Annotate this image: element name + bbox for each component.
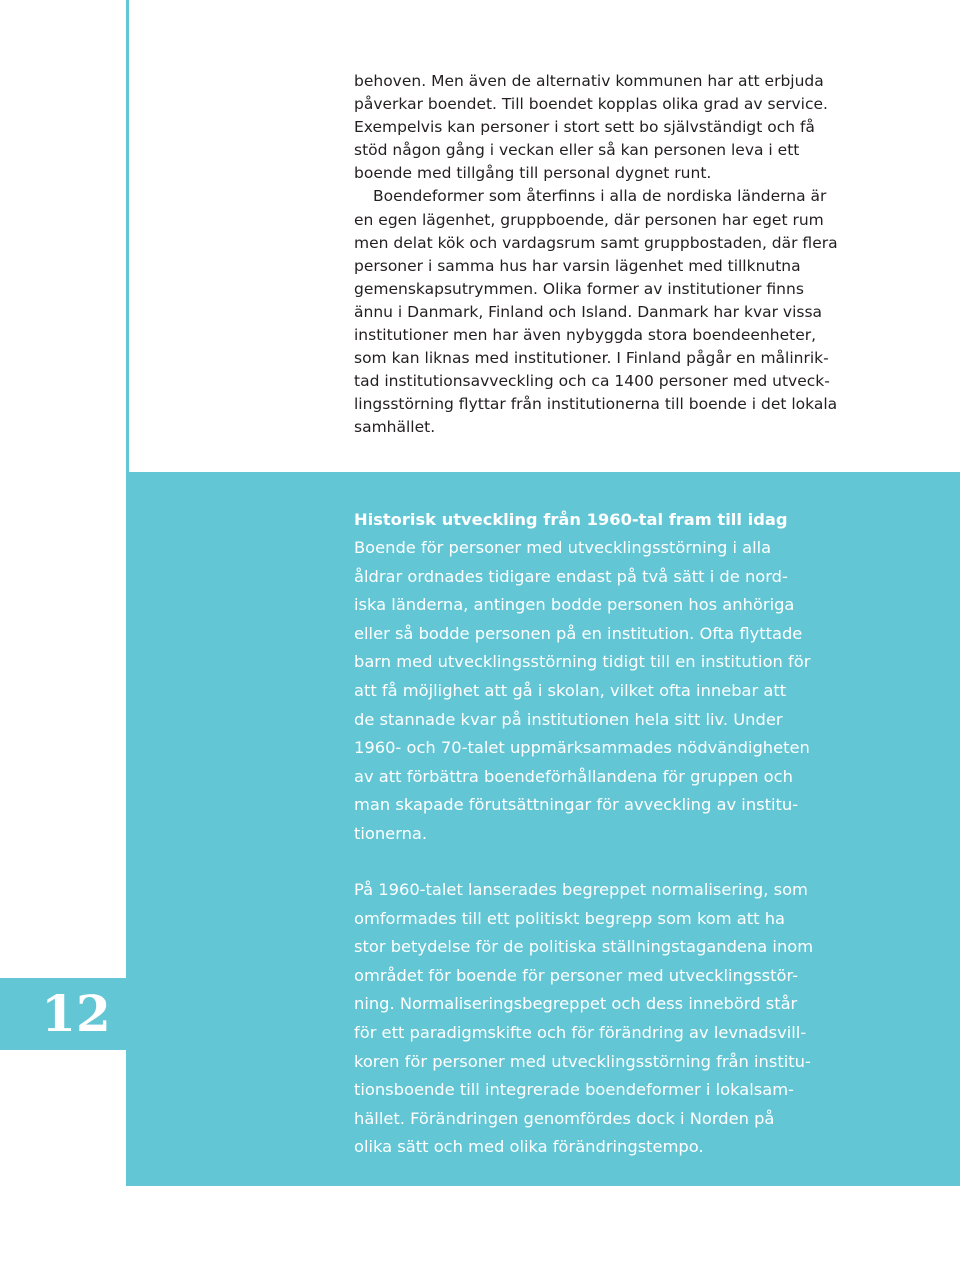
fact-box-paragraph-1 bbox=[354, 534, 874, 849]
text-line: institutioner men har även nybyggda stora boendeenheter, bbox=[354, 326, 817, 345]
text-line: av att förbättra boendeförhållandena för gruppen och bbox=[354, 766, 793, 786]
text-line: tad institutionsavveckling och ca 1400 personer med utveck- bbox=[354, 372, 830, 391]
text-line: som kan liknas med institutioner. I Finland pågår en målinrik- bbox=[354, 349, 829, 368]
text-line: men delat kök och vardagsrum samt gruppbostaden, där flera bbox=[354, 233, 838, 252]
text-line: ning. Normaliseringsbegreppet och dess innebörd står bbox=[354, 994, 798, 1014]
fact-box-heading: Historisk utveckling från 1960-tal fram till idag bbox=[354, 510, 788, 529]
text-line: barn med utvecklingsstörning tidigt till en institution för bbox=[354, 652, 811, 672]
text-line: stor betydelse för de politiska ställningstagandena inom bbox=[354, 937, 814, 957]
page-number: 12 bbox=[41, 984, 111, 1043]
text-line: koren för personer med utvecklingsstörning från institu- bbox=[354, 1051, 811, 1071]
text-line: På 1960-talet lanserades begreppet normalisering, som bbox=[354, 880, 808, 899]
text-line: samhället. bbox=[354, 418, 436, 437]
text-line: eller så bodde personen på en institution. Ofta flyttade bbox=[354, 623, 803, 643]
text-line: de stannade kvar på institutionen hela sitt liv. Under bbox=[354, 709, 783, 729]
text-line: boende med tillgång till personal dygnet runt. bbox=[354, 164, 712, 183]
fact-box-paragraph-2 bbox=[354, 876, 874, 1162]
text-line: iska länderna, antingen bodde personen hos anhöriga bbox=[354, 595, 795, 615]
text-line: tionsboende till integrerade boendeformer i lokalsam- bbox=[354, 1080, 794, 1100]
text-line: ännu i Danmark, Finland och Island. Danmark har kvar vissa bbox=[354, 302, 823, 321]
text-line: området för boende för personer med utvecklingsstör- bbox=[354, 965, 799, 985]
text-line: Boendeformer som återfinns i alla de nordiska länderna är bbox=[373, 187, 827, 206]
text-line: 1960- och 70-talet uppmärksammades nödvändigheten bbox=[354, 738, 810, 758]
text-line: Exempelvis kan personer i stort sett bo självständigt och få bbox=[354, 118, 815, 137]
text-line: gemenskapsutrymmen. Olika former av institutioner finns bbox=[354, 279, 804, 298]
paragraph-1 bbox=[354, 70, 874, 185]
main-text bbox=[354, 70, 874, 440]
text-line: påverkar boendet. Till boendet kopplas olika grad av service. bbox=[354, 95, 828, 114]
text-line: hället. Förändringen genomfördes dock i Norden på bbox=[354, 1108, 775, 1128]
text-line: för ett paradigmskifte och för förändring av levnadsvill- bbox=[354, 1022, 807, 1042]
text-line: olika sätt och med olika förändringstempo. bbox=[354, 1137, 704, 1157]
text-line: behoven. Men även de alternativ kommunen har att erbjuda bbox=[354, 72, 824, 90]
text-line: man skapade förutsättningar för avveckling av institu- bbox=[354, 795, 799, 815]
text-line: personer i samma hus har varsin lägenhet med tillknutna bbox=[354, 256, 801, 275]
text-line: stöd någon gång i veckan eller så kan personen leva i ett bbox=[354, 141, 800, 160]
margin-rule bbox=[126, 0, 129, 472]
text-line: att få möjlighet att gå i skolan, vilket ofta innebar att bbox=[354, 680, 787, 700]
paragraph-2 bbox=[354, 185, 874, 439]
text-line: Boende för personer med utvecklingsstörning i alla bbox=[354, 538, 772, 557]
text-line: lingsstörning flyttar från institutionerna till boende i det lokala bbox=[354, 395, 838, 414]
text-line: tionerna. bbox=[354, 823, 428, 843]
text-line: en egen lägenhet, gruppboende, där personen har eget rum bbox=[354, 210, 824, 229]
text-line: åldrar ordnades tidigare endast på två sätt i de nord- bbox=[354, 566, 788, 586]
text-line: omformades till ett politiskt begrepp som kom att ha bbox=[354, 908, 785, 928]
